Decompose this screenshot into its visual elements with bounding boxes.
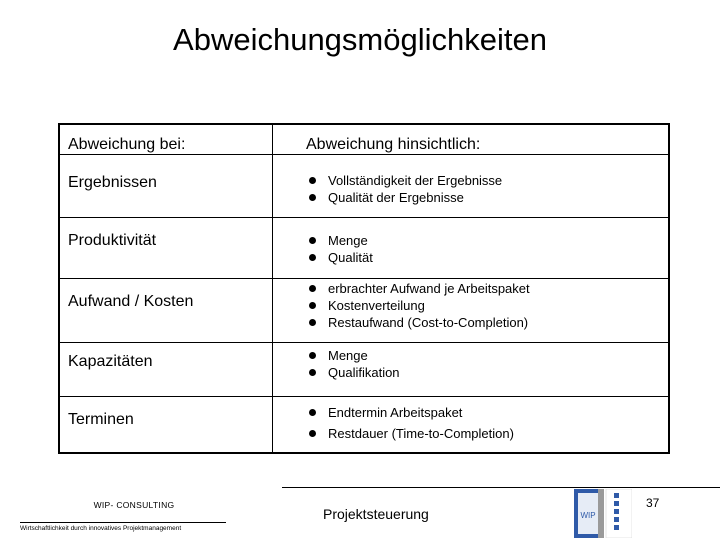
wip-logo-icon <box>574 489 632 538</box>
bullet-icon <box>309 319 316 326</box>
bullet-list <box>308 232 373 266</box>
bullet-icon <box>309 194 316 201</box>
row-label: Ergebnissen <box>68 174 157 191</box>
table-row <box>60 218 668 279</box>
bullet-icon <box>309 369 316 376</box>
list-item: Restaufwand (Cost-to-Completion) <box>308 314 530 331</box>
bullet-list <box>308 172 502 206</box>
table-header-row <box>60 125 668 155</box>
bullet-list <box>308 402 514 444</box>
list-item: erbrachter Aufwand je Arbeitspaket <box>308 280 530 297</box>
footer-rule <box>20 522 226 523</box>
table-row <box>60 397 668 454</box>
bullet-icon <box>309 237 316 244</box>
row-label: Terminen <box>68 411 134 428</box>
list-item: Restdauer (Time-to-Completion) <box>308 423 514 444</box>
footer-section-title: Projektsteuerung <box>323 506 429 522</box>
bullet-icon <box>309 430 316 437</box>
page-title: Abweichungsmöglichkeiten <box>173 22 547 57</box>
header-right: Abweichung hinsichtlich: <box>306 136 481 153</box>
footer-brand: WIP- CONSULTING <box>93 500 175 510</box>
table-row <box>60 155 668 218</box>
svg-text:WIP: WIP <box>580 511 596 520</box>
bullet-list <box>308 280 530 331</box>
bullet-icon <box>309 285 316 292</box>
row-label: Aufwand / Kosten <box>68 293 194 310</box>
footer-divider <box>282 487 720 488</box>
table-row <box>60 279 668 343</box>
bullet-icon <box>309 177 316 184</box>
footer-brand-block <box>20 500 230 532</box>
list-item: Qualifikation <box>308 364 400 381</box>
bullet-icon <box>309 254 316 261</box>
bullet-icon <box>309 409 316 416</box>
list-item: Kostenverteilung <box>308 297 530 314</box>
bullet-icon <box>309 302 316 309</box>
bullet-icon <box>309 352 316 359</box>
list-item: Menge <box>308 347 400 364</box>
bullet-list <box>308 347 400 381</box>
deviation-table <box>58 123 670 454</box>
list-item: Qualität <box>308 249 373 266</box>
header-left: Abweichung bei: <box>68 136 186 153</box>
list-item: Vollständigkeit der Ergebnisse <box>308 172 502 189</box>
list-item: Menge <box>308 232 373 249</box>
list-item: Endtermin Arbeitspaket <box>308 402 514 423</box>
table-row <box>60 343 668 397</box>
footer-tagline: Wirtschaftlichkeit durch innovatives Projektmanagement <box>20 525 182 532</box>
list-item: Qualität der Ergebnisse <box>308 189 502 206</box>
row-label: Kapazitäten <box>68 353 153 370</box>
row-label: Produktivität <box>68 232 157 249</box>
page-number: 37 <box>646 496 660 510</box>
